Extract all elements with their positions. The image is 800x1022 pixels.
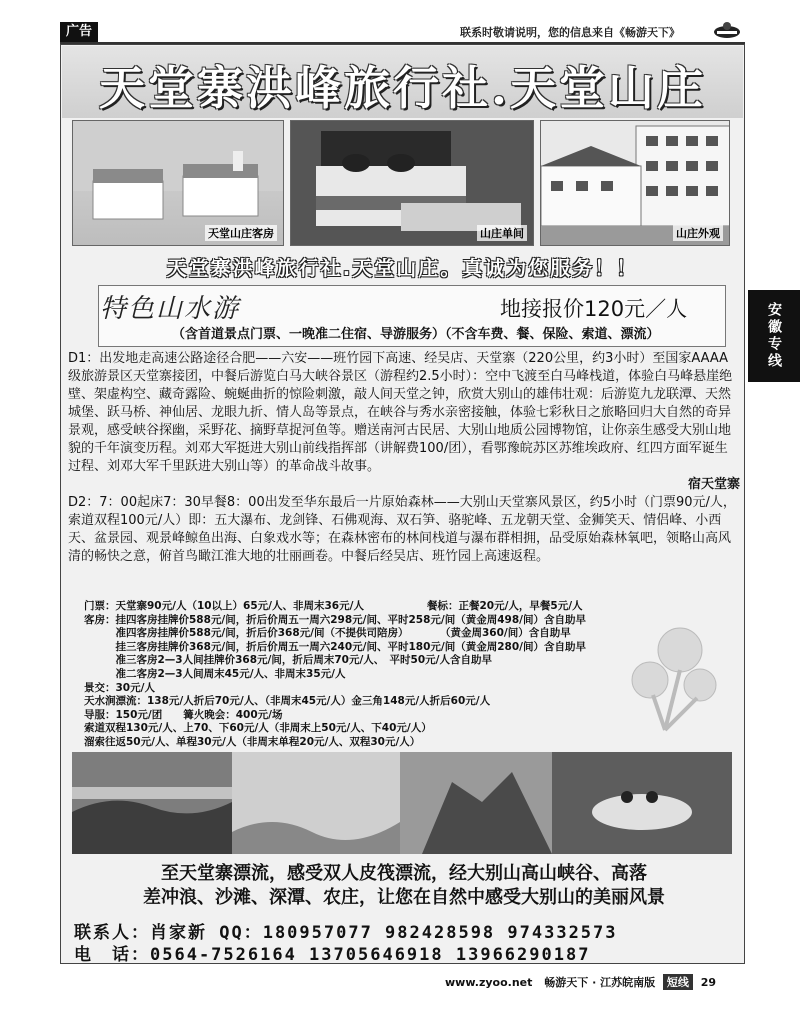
price-line: 索道双程130元/人、上70、下60元/人（非周末上50元/人、下40元/人） bbox=[84, 722, 432, 735]
package-includes: （含首道景点门票、一晚准二住宿、导游服务）（不含车费、餐、保险、索道、漂流） bbox=[172, 327, 660, 342]
price-line: 准四客房挂牌价588元/间，折后价368元/间（不提供司陪房） （黄金周360/间）含自助早 bbox=[84, 627, 571, 640]
day-1-stay: 宿天堂寨 bbox=[687, 477, 740, 492]
footer-tag: 短线 bbox=[663, 974, 693, 990]
slogan: 天堂寨洪峰旅行社.天堂山庄。真诚为您服务！！ bbox=[166, 256, 639, 280]
price-line: 准三客房2—3人间挂牌价368元/间，折后周末70元/人、 平时50元/人含自助早 bbox=[84, 654, 493, 667]
section-tab: 安徽专线 bbox=[748, 290, 800, 382]
price-line: 导服：150元/团 篝火晚会：400元/场 bbox=[84, 708, 283, 721]
closing-line: 至天堂寨漂流，感受双人皮筏漂流，经大别山高山峡谷、高落 bbox=[161, 863, 647, 884]
closing-text bbox=[74, 862, 734, 910]
exterior-photo-label: 山庄外观 bbox=[673, 225, 723, 241]
ad-tag: 广告 bbox=[60, 22, 98, 42]
scenery-strip bbox=[72, 752, 732, 854]
price-line: 溜索往返50元/人、单程30元/人（非周末单程20元/人、双程30元/人） bbox=[84, 735, 421, 748]
closing-line: 差冲浪、沙滩、深潭、农庄，让您在自然中感受大别山的美丽风景 bbox=[143, 887, 665, 908]
itinerary bbox=[68, 350, 740, 566]
price-line: 天水涧漂流：138元/人折后70元/人、（非周末45元/人）金三角148元/人折后60元/人 bbox=[84, 695, 491, 708]
price-line: 挂三客房挂牌价368元/间，折后价周五一周六240元/间、平时180元/间（黄金周280/间）含自助早 bbox=[84, 640, 587, 653]
source-notice: 联系时敬请说明，您的信息来自《畅游天下》 bbox=[460, 26, 680, 39]
brand-logo-icon bbox=[712, 20, 742, 40]
package-name: 特色山水游 bbox=[100, 294, 241, 324]
price-line: 门票：天堂寨90元/人（10以上）65元/人、非周末36元/人 餐标：正餐20元/人，早餐5元/人 bbox=[84, 600, 583, 612]
exterior-photo bbox=[540, 120, 730, 246]
page-number: 29 bbox=[700, 976, 717, 989]
scenery-photos bbox=[72, 752, 732, 854]
single-room-photo bbox=[290, 120, 534, 246]
single-room-photo-label: 山庄单间 bbox=[477, 225, 527, 241]
package-price: 地接报价120元／人 bbox=[500, 297, 688, 321]
itinerary-day-1: D1：出发地走高速公路途径合肥——六安——班竹园下高速、经吴店、天堂寨（220公里，约3小时）至国家AAAA级旅游景区天堂寨接团，中餐后游览白马大峡谷景区（游程约2.5小时）：空中飞渡至白马峰栈道，体验白马峰悬崖绝壁、架虚构空、藏奇露险、蜿蜒曲折的惊险刺激，敲人间天堂之钟，欣赏大别山的雄伟壮观：后游览九龙联潭、天然城堡、跃马桥、神仙居、龙眼九折、情人岛等景点，在峡谷与秀水亲密接触，体验七彩秋日之旅略回归大自然的奇异景观，感受峡谷探幽，采野花、摘野草捉河鱼等。赠送南河古民居、大别山地质公园博物馆，让你亲生感受大别山地貌的千年演变历程。刘邓大军挺进大别山前线指挥部（讲解费100/团），看鄂豫皖苏区苏维埃政府、红四方面军诞生过程、刘邓大军千里跃进大别山等）的革命战斗故事。 bbox=[68, 351, 733, 474]
page-footer bbox=[445, 974, 716, 990]
page-title: 天堂寨洪峰旅行社.天堂山庄 bbox=[98, 61, 706, 115]
room-photo-label: 天堂山庄客房 bbox=[205, 225, 277, 241]
price-line: 客房：挂四客房挂牌价588元/间，折后价周五一周六298元/间、平时258元/间（黄金周498/间）含自助早 bbox=[84, 613, 587, 626]
price-line: 景交：30元/人 bbox=[84, 681, 155, 694]
phone-line: 电 话：0564-7526164 13705646918 13966290187 bbox=[74, 945, 591, 965]
contact-line: 联系人：肖家新 QQ：180957077 982428598 974332573 bbox=[74, 923, 618, 943]
price-line: 准二客房2—3人间周末45元/人、非周末35元/人 bbox=[84, 667, 346, 680]
itinerary-day-2: D2：7：00起床7：30早餐8：00出发至华东最后一片原始森林——大别山天堂寨风景区，约5小时（门票90元/人，索道双程100元/人）即：五大瀑布、龙剑锋、石佛观海、双石笋、骆驼峰、五龙朝天堂、金狮笑天、情侣峰、小西天、盆景园、观景峰鲸鱼出海、白象戏水等；在森林密布的林间栈道与瀑布群相拥，品受原始森林氧吧，领略山高风清的畅快之意，俯首鸟瞰江淮大地的壮丽画卷。中餐后经吴店、班竹园上高速返程。 bbox=[68, 495, 736, 564]
footer-site: www.zyoo.net bbox=[445, 976, 533, 989]
flower-decoration-icon bbox=[605, 610, 735, 740]
price-list bbox=[84, 600, 644, 750]
room-photo bbox=[72, 120, 284, 246]
footer-magazine: 畅游天下 · 江苏皖南版 bbox=[544, 976, 656, 989]
